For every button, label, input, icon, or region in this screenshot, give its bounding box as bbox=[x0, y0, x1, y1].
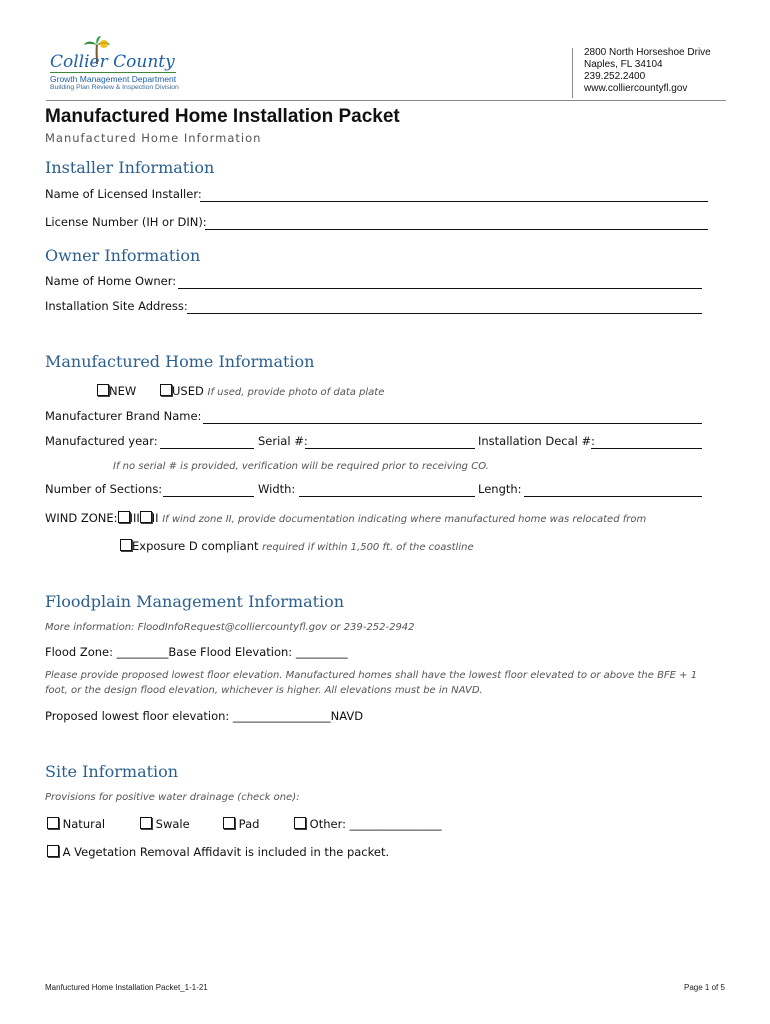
affidavit-option[interactable] bbox=[47, 845, 389, 859]
natural-checkbox[interactable] bbox=[47, 817, 59, 829]
wind-zone-ii-checkbox[interactable] bbox=[140, 511, 152, 523]
flood-note-1: Please provide proposed lowest floor elevation. Manufactured homes shall have the lowest floor elevated to or above the BFE + 1 bbox=[45, 670, 698, 681]
home-owner-label: Name of Home Owner: bbox=[45, 274, 177, 288]
brand-label: Manufacturer Brand Name: bbox=[45, 409, 202, 423]
county-logo bbox=[46, 38, 181, 96]
width-field[interactable] bbox=[299, 496, 475, 497]
swale-label: Swale bbox=[155, 817, 190, 831]
used-option[interactable] bbox=[160, 384, 384, 398]
address-phone: 239.252.2400 bbox=[584, 71, 646, 82]
page-subtitle: Manufactured Home Information bbox=[45, 131, 262, 145]
pad-label: Pad bbox=[238, 817, 260, 831]
flood-heading: Floodplain Management Information bbox=[45, 592, 345, 611]
new-option[interactable] bbox=[97, 384, 136, 398]
length-field[interactable] bbox=[524, 496, 702, 497]
owner-heading: Owner Information bbox=[45, 246, 201, 265]
flood-note-2: foot, or the design flood elevation, whichever is higher. All elevations must be in NAVD. bbox=[45, 685, 483, 696]
natural-label: Natural bbox=[62, 817, 106, 831]
header-rule bbox=[46, 100, 726, 101]
home-info-heading: Manufactured Home Information bbox=[45, 352, 315, 371]
address-block bbox=[584, 47, 711, 95]
address-street: 2800 North Horseshoe Drive bbox=[584, 47, 711, 58]
license-number-field[interactable] bbox=[205, 229, 708, 230]
licensed-installer-label: Name of Licensed Installer: bbox=[45, 187, 202, 201]
affidavit-label: A Vegetation Removal Affidavit is included in the packet. bbox=[62, 845, 390, 859]
address-divider bbox=[572, 48, 573, 98]
year-label: Manufactured year: bbox=[45, 434, 158, 448]
natural-option[interactable] bbox=[47, 817, 105, 831]
serial-field[interactable] bbox=[305, 448, 475, 449]
installer-heading: Installer Information bbox=[45, 158, 215, 177]
site-heading: Site Information bbox=[45, 762, 179, 781]
site-address-label: Installation Site Address: bbox=[45, 299, 188, 313]
logo-underline bbox=[50, 72, 176, 73]
used-checkbox[interactable] bbox=[160, 384, 172, 396]
exposure-checkbox[interactable] bbox=[120, 539, 132, 551]
license-number-label: License Number (IH or DIN): bbox=[45, 215, 207, 229]
flood-info: More information: FloodInfoRequest@colliercountyfl.gov or 239-252-2942 bbox=[45, 622, 415, 633]
new-checkbox[interactable] bbox=[97, 384, 109, 396]
affidavit-checkbox[interactable] bbox=[47, 845, 59, 857]
logo-name: Collier County bbox=[50, 52, 175, 72]
address-website: www.colliercountyfl.gov bbox=[584, 83, 688, 94]
pad-checkbox[interactable] bbox=[223, 817, 235, 829]
sections-label: Number of Sections: bbox=[45, 482, 163, 496]
pad-option[interactable] bbox=[223, 817, 259, 831]
wind-zone-note: If wind zone II, provide documentation indicating where manufactured home was relocated from bbox=[162, 514, 647, 525]
other-label: Other: ________________ bbox=[309, 817, 442, 831]
proposed-elevation-line[interactable]: Proposed lowest floor elevation: _________________NAVD bbox=[45, 709, 364, 723]
footer-left: Manfuctured Home Installation Packet_1-1-21 bbox=[45, 983, 208, 992]
page-title: Manufactured Home Installation Packet bbox=[45, 106, 400, 127]
wind-zone-row bbox=[45, 511, 646, 525]
decal-field[interactable] bbox=[591, 448, 702, 449]
width-label: Width: bbox=[258, 482, 296, 496]
logo-division: Building Plan Review & Inspection Division bbox=[50, 84, 179, 91]
exposure-label: Exposure D compliant bbox=[132, 539, 259, 553]
used-label: USED bbox=[172, 384, 204, 398]
sections-field[interactable] bbox=[163, 496, 254, 497]
brand-field[interactable] bbox=[203, 423, 702, 424]
exposure-note: required if within 1,500 ft. of the coastline bbox=[262, 542, 474, 553]
new-label: NEW bbox=[109, 384, 137, 398]
wind-zone-label: WIND ZONE: bbox=[45, 511, 118, 525]
swale-checkbox[interactable] bbox=[140, 817, 152, 829]
wind-zone-iii-label: III bbox=[129, 511, 140, 525]
other-checkbox[interactable] bbox=[294, 817, 306, 829]
serial-label: Serial #: bbox=[258, 434, 308, 448]
serial-note: If no serial # is provided, verification will be required prior to receiving CO. bbox=[113, 461, 489, 472]
used-note: If used, provide photo of data plate bbox=[207, 387, 385, 398]
length-label: Length: bbox=[478, 482, 522, 496]
site-provisions: Provisions for positive water drainage (check one): bbox=[45, 792, 300, 803]
swale-option[interactable] bbox=[140, 817, 190, 831]
other-option[interactable] bbox=[294, 817, 442, 831]
year-field[interactable] bbox=[160, 448, 254, 449]
footer-page-number: Page 1 of 5 bbox=[684, 983, 725, 992]
logo-dept: Growth Management Department bbox=[50, 74, 177, 84]
licensed-installer-field[interactable] bbox=[200, 201, 708, 202]
exposure-row bbox=[120, 539, 474, 553]
wind-zone-iii-checkbox[interactable] bbox=[118, 511, 130, 523]
home-owner-field[interactable] bbox=[178, 288, 702, 289]
flood-zone-line[interactable]: Flood Zone: _________Base Flood Elevation: _________ bbox=[45, 645, 348, 659]
site-address-field[interactable] bbox=[187, 313, 702, 314]
wind-zone-ii-label: II bbox=[151, 511, 159, 525]
address-city: Naples, FL 34104 bbox=[584, 59, 663, 70]
decal-label: Installation Decal #: bbox=[478, 434, 596, 448]
